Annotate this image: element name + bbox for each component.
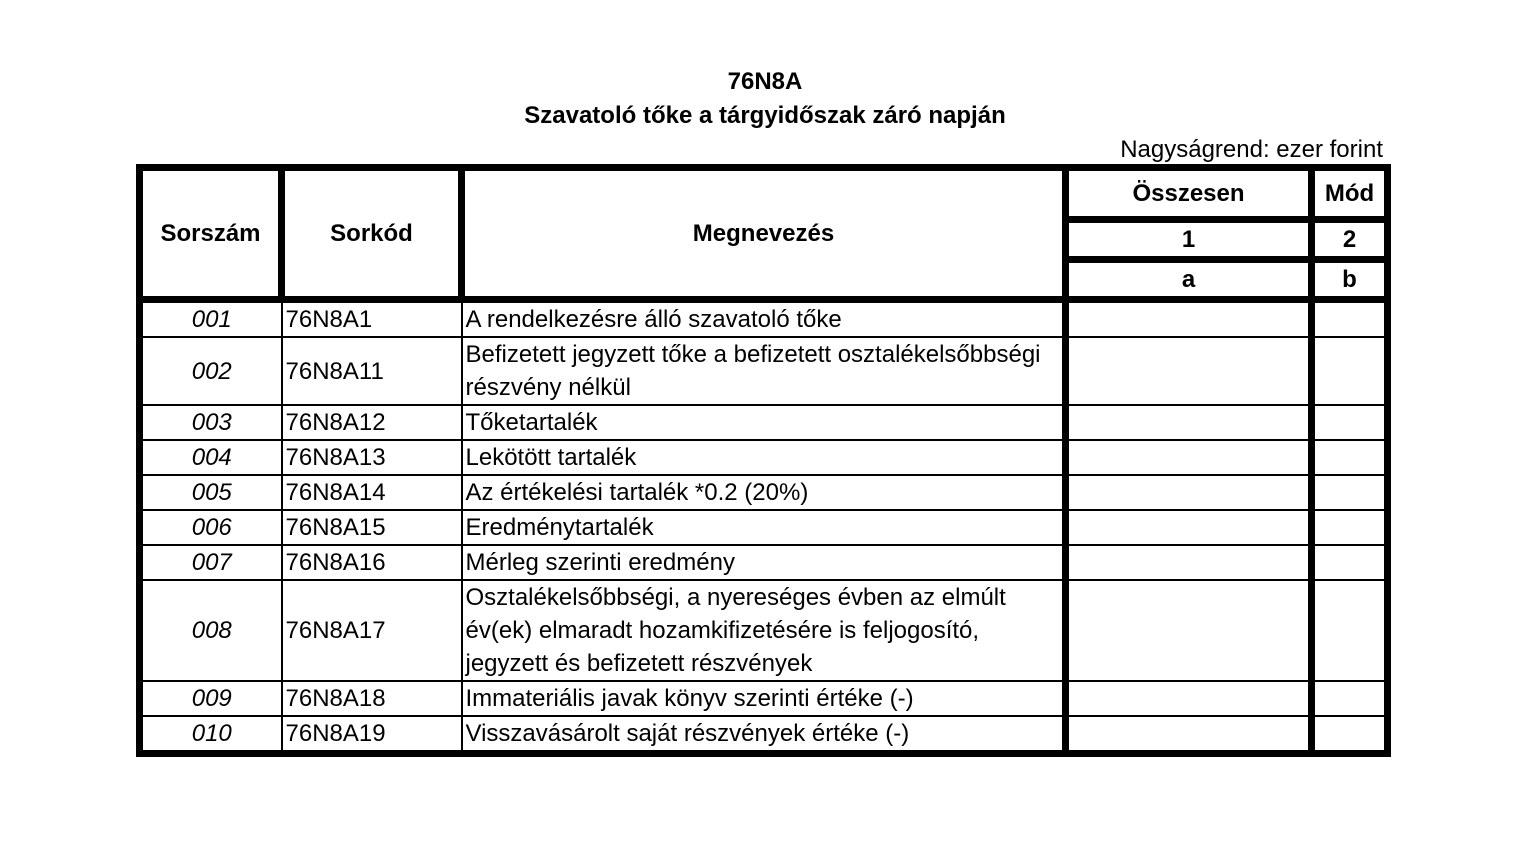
row-number: 003	[140, 405, 282, 440]
row-name: Tőketartalék	[462, 405, 1066, 440]
table-row	[140, 580, 1388, 681]
row-name: Lekötött tartalék	[462, 440, 1066, 475]
row-mod-input[interactable]	[1312, 405, 1388, 440]
row-value-input[interactable]	[1066, 510, 1312, 545]
row-code: 76N8A19	[282, 716, 462, 754]
row-code: 76N8A15	[282, 510, 462, 545]
row-code: 76N8A13	[282, 440, 462, 475]
table-row	[140, 300, 1388, 338]
row-value-input[interactable]	[1066, 337, 1312, 405]
row-number: 007	[140, 545, 282, 580]
row-mod-input[interactable]	[1312, 545, 1388, 580]
table-row	[140, 440, 1388, 475]
table-row	[140, 475, 1388, 510]
row-value-input[interactable]	[1066, 580, 1312, 681]
row-code: 76N8A18	[282, 681, 462, 716]
row-code: 76N8A11	[282, 337, 462, 405]
row-value-input[interactable]	[1066, 405, 1312, 440]
header-osszesen-letter: a	[1066, 260, 1312, 300]
header-sorkod: Sorkód	[282, 168, 462, 300]
header-sorszam: Sorszám	[140, 168, 282, 300]
row-code: 76N8A17	[282, 580, 462, 681]
row-name: Befizetett jegyzett tőke a befizetett osztalékelsőbbségi részvény nélkül	[462, 337, 1066, 405]
row-value-input[interactable]	[1066, 681, 1312, 716]
row-name: Immateriális javak könyv szerinti értéke (-)	[462, 681, 1066, 716]
row-mod-input[interactable]	[1312, 440, 1388, 475]
header-mod-num: 2	[1312, 220, 1388, 260]
row-number: 008	[140, 580, 282, 681]
form-code: 76N8A	[727, 68, 803, 95]
row-mod-input[interactable]	[1312, 716, 1388, 754]
row-value-input[interactable]	[1066, 440, 1312, 475]
row-number: 005	[140, 475, 282, 510]
row-mod-input[interactable]	[1312, 580, 1388, 681]
header-megnevezes: Megnevezés	[462, 168, 1066, 300]
row-value-input[interactable]	[1066, 716, 1312, 754]
table-row	[140, 545, 1388, 580]
row-value-input[interactable]	[1066, 300, 1312, 338]
row-number: 009	[140, 681, 282, 716]
header-mod-letter: b	[1312, 260, 1388, 300]
row-mod-input[interactable]	[1312, 475, 1388, 510]
table-row	[140, 337, 1388, 405]
row-name: Eredménytartalék	[462, 510, 1066, 545]
header-mod: Mód	[1312, 168, 1388, 220]
row-value-input[interactable]	[1066, 475, 1312, 510]
row-number: 002	[140, 337, 282, 405]
row-mod-input[interactable]	[1312, 681, 1388, 716]
table-row	[140, 510, 1388, 545]
row-name: Osztalékelsőbbségi, a nyereséges évben az elmúlt év(ek) elmaradt hozamkifizetésére is feljogosító, jegyzett és befizetett részvények	[462, 580, 1066, 681]
row-code: 76N8A12	[282, 405, 462, 440]
row-name: A rendelkezésre álló szavatoló tőke	[462, 300, 1066, 338]
row-code: 76N8A14	[282, 475, 462, 510]
form-title: Szavatoló tőke a tárgyidőszak záró napján	[524, 102, 1006, 129]
row-mod-input[interactable]	[1312, 300, 1388, 338]
row-mod-input[interactable]	[1312, 510, 1388, 545]
row-number: 004	[140, 440, 282, 475]
row-mod-input[interactable]	[1312, 337, 1388, 405]
row-name: Mérleg szerinti eredmény	[462, 545, 1066, 580]
row-number: 010	[140, 716, 282, 754]
capital-table	[136, 164, 1391, 757]
unit-label: Nagyságrend: ezer forint	[1120, 136, 1383, 163]
row-name: Visszavásárolt saját részvények értéke (-)	[462, 716, 1066, 754]
row-number: 006	[140, 510, 282, 545]
header-osszesen-num: 1	[1066, 220, 1312, 260]
row-code: 76N8A1	[282, 300, 462, 338]
table-row	[140, 716, 1388, 754]
row-name: Az értékelési tartalék *0.2 (20%)	[462, 475, 1066, 510]
row-code: 76N8A16	[282, 545, 462, 580]
row-value-input[interactable]	[1066, 545, 1312, 580]
header-osszesen: Összesen	[1066, 168, 1312, 220]
table-row	[140, 681, 1388, 716]
row-number: 001	[140, 300, 282, 338]
table-row	[140, 405, 1388, 440]
